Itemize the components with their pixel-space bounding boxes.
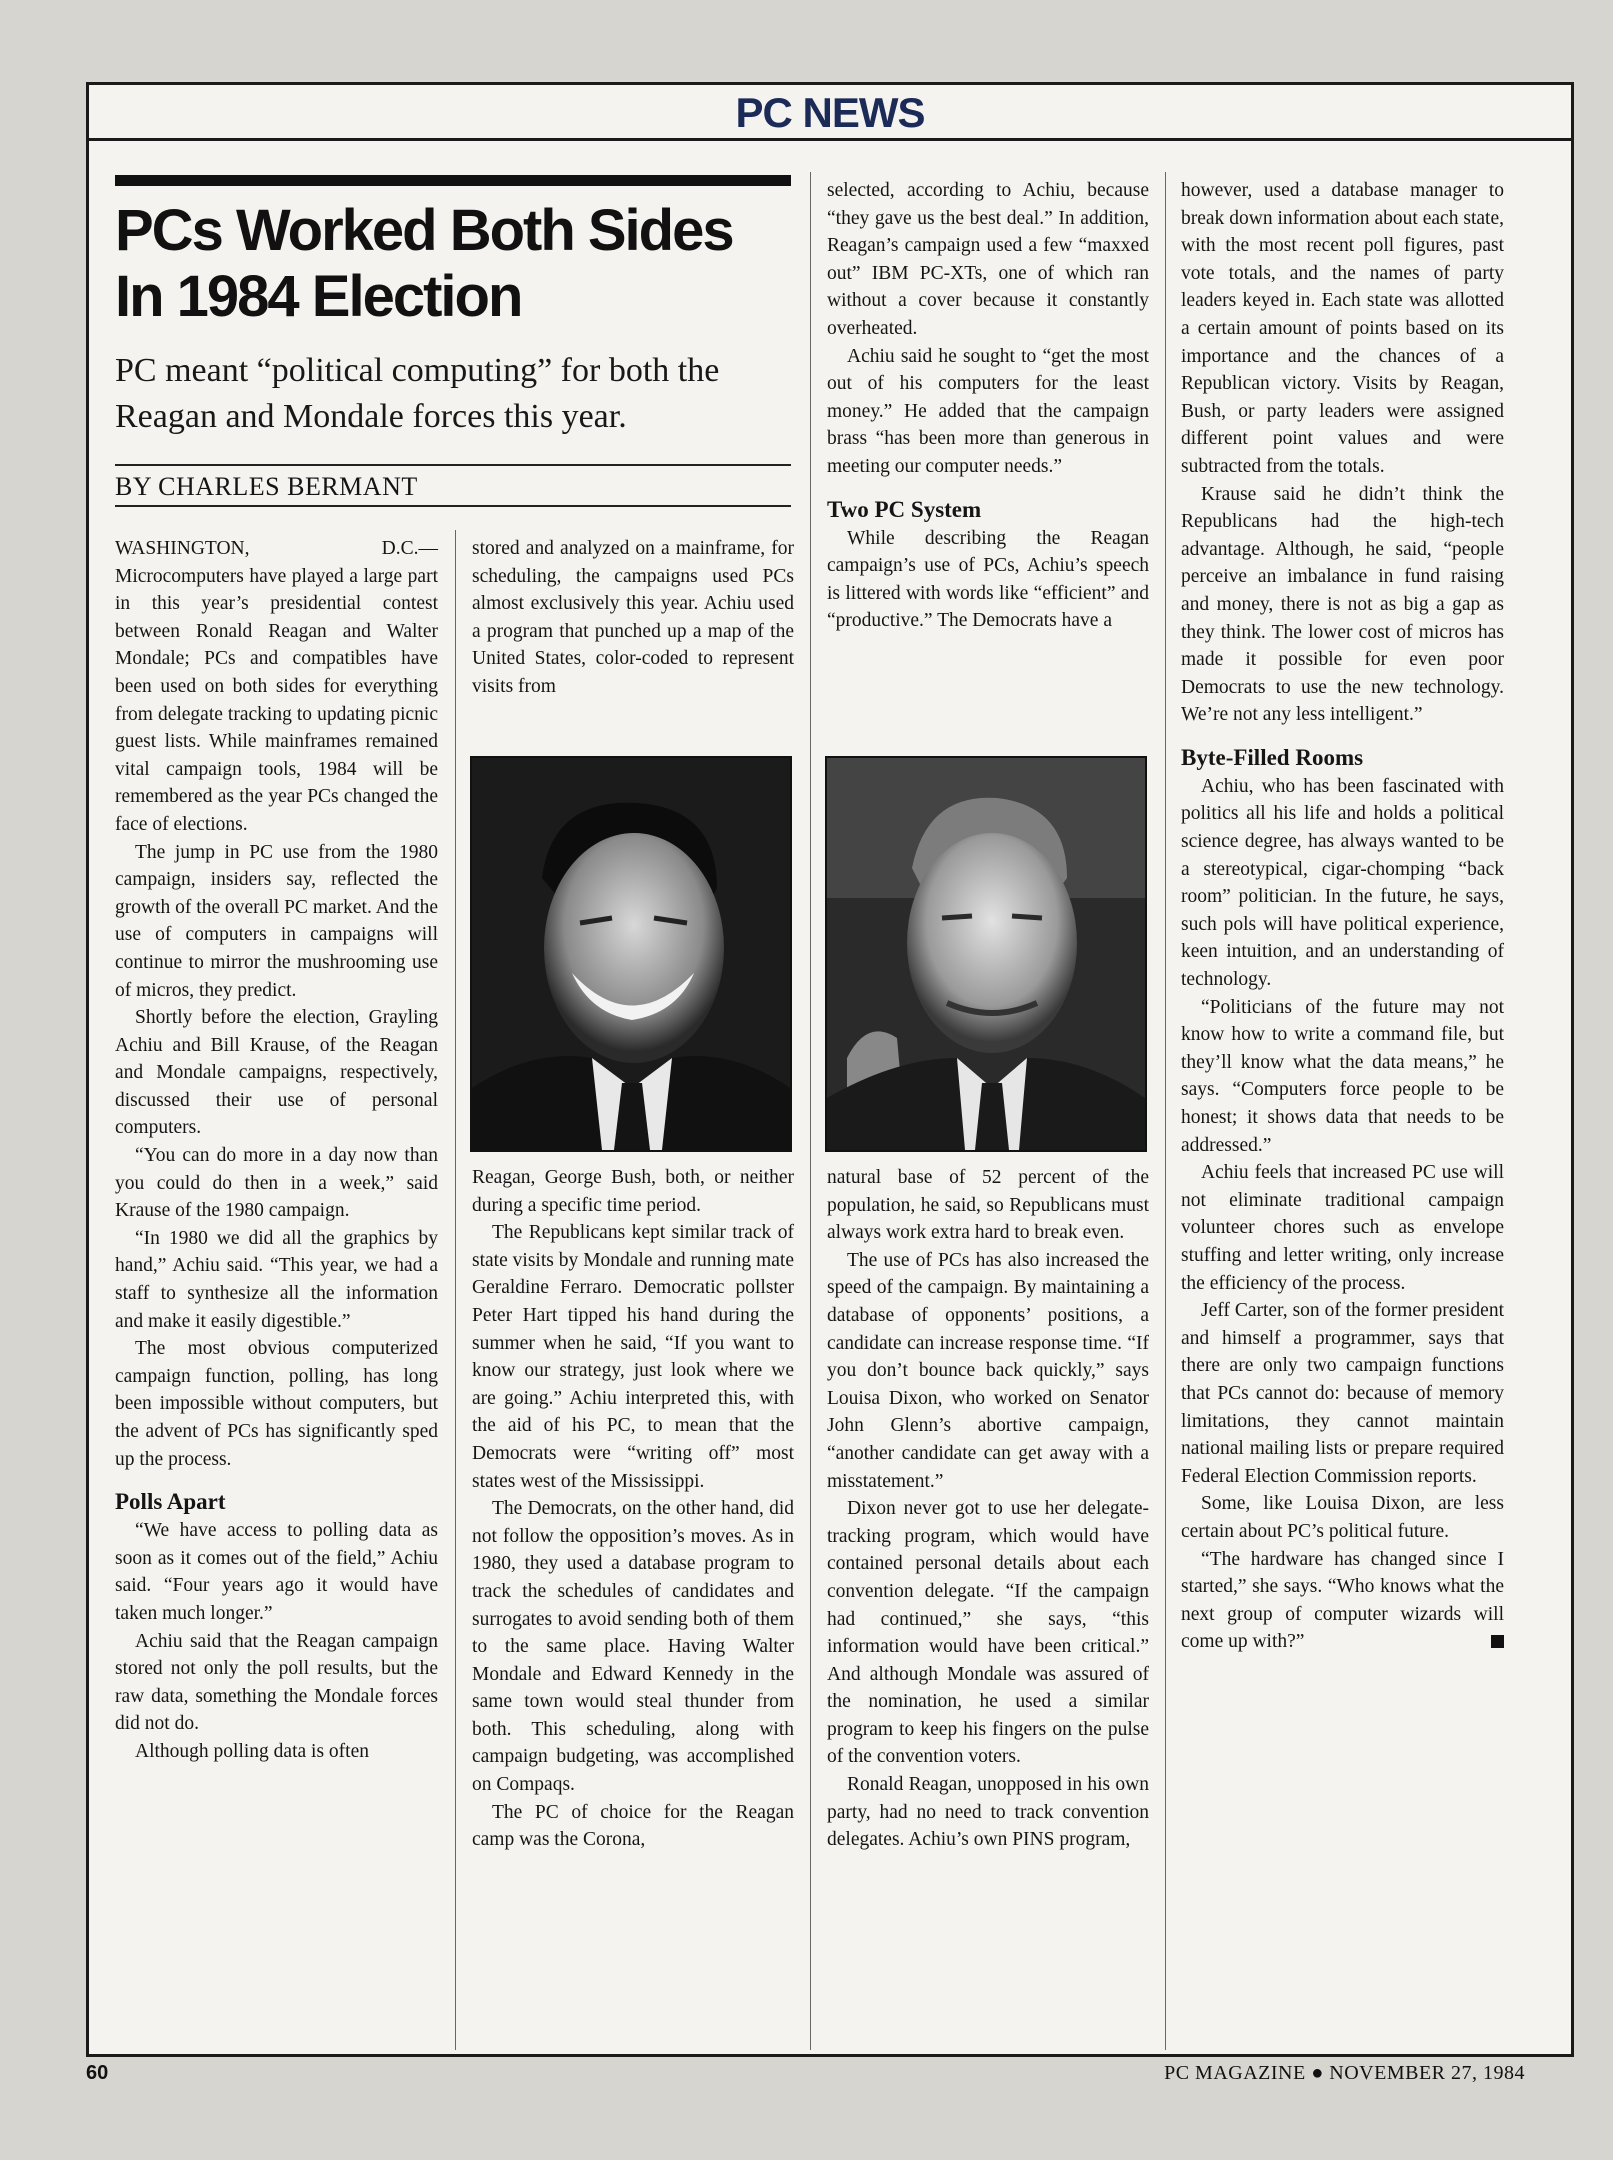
paragraph: “We have access to polling data as soon as it comes out of the field,” Achiu said. “Four years ago it would have taken much longer.” bbox=[115, 1520, 438, 1624]
paragraph: however, used a database manager to break down information about each state, with the most recent poll figures, past vote totals, and the names of party leaders keyed in. Each state was allotted a certain amount of points based on its importance and the chances of a Republican victory. Visits by Reagan, Bush, or party leaders were assigned different point values and were subtracted from the totals. bbox=[1181, 180, 1504, 477]
subhead-polls-apart: Polls Apart bbox=[115, 1489, 226, 1515]
article-column-3-bottom bbox=[827, 1164, 1149, 1854]
paragraph: natural base of 52 percent of the population, he said, so Republicans must always work extra hard to break even. bbox=[827, 1167, 1149, 1244]
paragraph: The PC of choice for the Reagan camp was the Corona, bbox=[472, 1801, 794, 1851]
article-column-4 bbox=[1181, 177, 1504, 1656]
title-bar bbox=[115, 175, 791, 186]
paragraph: Although polling data is often bbox=[135, 1740, 369, 1762]
headline bbox=[115, 198, 805, 330]
paragraph: “Politicians of the future may not know how to write a command file, but they’ll know what the data means,” he says. “Computers force people to be honest; it shows data that needs to be addressed.” bbox=[1181, 996, 1504, 1156]
article-column-2-top bbox=[472, 535, 794, 701]
paragraph: Achiu said that the Reagan campaign stored not only the poll results, but the raw data, something the Mondale forces did not do. bbox=[115, 1630, 438, 1735]
paragraph: The most obvious computerized campaign function, polling, has long been impossible without computers, but the advent of PCs has significantly sped up the process. bbox=[115, 1338, 438, 1470]
subhead-byte-filled-rooms: Byte-Filled Rooms bbox=[1181, 744, 1364, 770]
paragraph: stored and analyzed on a mainframe, for scheduling, the campaigns used PCs almost exclusively this year. Achiu used a program that punched up a map of the United States, color-coded to represent visits from bbox=[472, 538, 794, 697]
headline-line2: In 1984 Election bbox=[115, 264, 522, 329]
end-mark-icon bbox=[1491, 1635, 1504, 1648]
paragraph: The jump in PC use from the 1980 campaign, insiders say, reflected the growth of the overall PC market. And the use of computers in campaigns will continue to mirror the mushrooming use of micros, they predict. bbox=[115, 841, 438, 1001]
paragraph: Dixon never got to use her delegate-tracking program, which would have contained personal details about each convention delegate. “If the campaign had continued,” she says, “this information would have been critical.” And although Mondale was assured of the nomination, he used a similar program to keep his fingers on the pulse of the convention voters. bbox=[827, 1498, 1149, 1768]
headline-line1: PCs Worked Both Sides bbox=[115, 198, 733, 263]
paragraph: selected, according to Achiu, because “they gave us the best deal.” In addition, Reagan’s campaign used a few “maxxed out” IBM PC-XTs, one of which ran without a cover because it constantly overheated. bbox=[827, 180, 1149, 339]
paragraph: The Republicans kept similar track of state visits by Mondale and running mate Geraldine Ferraro. Democratic pollster Peter Hart tipped his hand during the summer when he said, “If you want to know our strategy, just look where we are going.” Achiu interpreted this, with the aid of his PC, to mean that the Democrats were “writing off” most states west of the Mississippi. bbox=[472, 1222, 794, 1492]
paragraph: Achiu, who has been fascinated with politics all his life and holds a political science degree, has always wanted to be a stereotypical, cigar-chomping “back room” politician. In the future, he says, such pols will have political experience, keen intuition, and an understanding of technology. bbox=[1181, 775, 1504, 991]
paragraph bbox=[1181, 1546, 1504, 1656]
header-rule bbox=[89, 138, 1571, 141]
publication-footer: PC MAGAZINE ● NOVEMBER 27, 1984 bbox=[1164, 2062, 1525, 2084]
byline-rule bbox=[115, 505, 791, 507]
paragraph: Reagan, George Bush, both, or neither during a specific time period. bbox=[472, 1167, 794, 1216]
paragraph: WASHINGTON, D.C.—Microcomputers have played a large part in this year’s presidential contest between Ronald Reagan and Walter Mondale; PCs and compatibles have been used on both sides for everything from delegate tracking to updating picnic guest lists. While mainframes remained vital campaign tools, 1984 will be remembered as the year PCs changed the face of elections. bbox=[115, 538, 438, 835]
paragraph: The use of PCs has also increased the speed of the campaign. By maintaining a database of opponents’ positions, a candidate can increase response time. “If you don’t bounce back quickly,” says Louisa Dixon, who worked on Senator John Glenn’s abortive campaign, “another candidate can get away with a misstatement.” bbox=[827, 1249, 1149, 1492]
page-number: 60 bbox=[86, 2062, 109, 2084]
paragraph: Achiu feels that increased PC use will not eliminate traditional campaign volunteer chores such as envelope stuffing and letter writing, only increase the efficiency of the process. bbox=[1181, 1162, 1504, 1294]
article-column-3-top bbox=[827, 177, 1149, 635]
section-header: PC NEWS bbox=[735, 89, 925, 136]
final-paragraph-text: “The hardware has changed since I started,” she says. “Who knows what the next group of computer wizards will come up with?” bbox=[1181, 1548, 1504, 1653]
column-rule bbox=[455, 530, 456, 2050]
paragraph: Krause said he didn’t think the Republicans had the high-tech advantage. Although, he said, “people perceive an imbalance in fund raising and money, there is not as big a gap as they think. The lower cost of micros has made it possible for even poor Democrats to use the new technology. We’re not any less intelligent.” bbox=[1181, 483, 1504, 726]
paragraph: The Democrats, on the other hand, did not follow the opposition’s moves. As in 1980, they used a database program to track the schedules of candidates and surrogates to avoid sending both of them to the same place. Having Walter Mondale and Edward Kennedy in the same town would steal thunder from both. This scheduling, along with campaign budgeting, was accomplished on Compaqs. bbox=[472, 1498, 794, 1796]
deck-rule bbox=[115, 464, 791, 466]
column-rule bbox=[810, 172, 811, 2050]
paragraph: While describing the Reagan campaign’s use of PCs, Achiu’s speech is littered with words like “efficient” and “productive.” The Democrats have a bbox=[827, 527, 1149, 632]
paragraph: Some, like Louisa Dixon, are less certain about PC’s political future. bbox=[1181, 1493, 1504, 1542]
paragraph: Achiu said he sought to “get the most out of his computers for the least money.” He added that the campaign brass “has been more than generous in meeting our computer needs.” bbox=[827, 345, 1149, 477]
subhead-two-pc-system: Two PC System bbox=[827, 496, 982, 522]
paragraph: “You can do more in a day now than you could do then in a week,” said Krause of the 1980 campaign. bbox=[115, 1145, 438, 1222]
paragraph: Shortly before the election, Grayling Achiu and Bill Krause, of the Reagan and Mondale campaigns, respectively, discussed their use of personal computers. bbox=[115, 1007, 438, 1139]
byline: BY CHARLES BERMANT bbox=[115, 472, 418, 501]
reagan-photo bbox=[470, 756, 792, 1152]
paragraph: “In 1980 we did all the graphics by hand,” Achiu said. “This year, we had a staff to synthesize all the information and make it easily digestible.” bbox=[115, 1227, 438, 1332]
deck: PC meant “political computing” for both the Reagan and Mondale forces this year. bbox=[115, 352, 720, 435]
paragraph: Jeff Carter, son of the former president and himself a programmer, says that there are only two campaign functions that PCs cannot do: because of memory limitations, they cannot maintain national mailing lists or prepare required Federal Election Commission reports. bbox=[1181, 1300, 1504, 1487]
article-column-1 bbox=[115, 535, 438, 1766]
article-column-2-bottom bbox=[472, 1164, 794, 1854]
mondale-photo bbox=[825, 756, 1147, 1152]
paragraph: Ronald Reagan, unopposed in his own party, had no need to track convention delegates. Achiu’s own PINS program, bbox=[827, 1774, 1149, 1851]
column-rule bbox=[1165, 172, 1166, 2050]
